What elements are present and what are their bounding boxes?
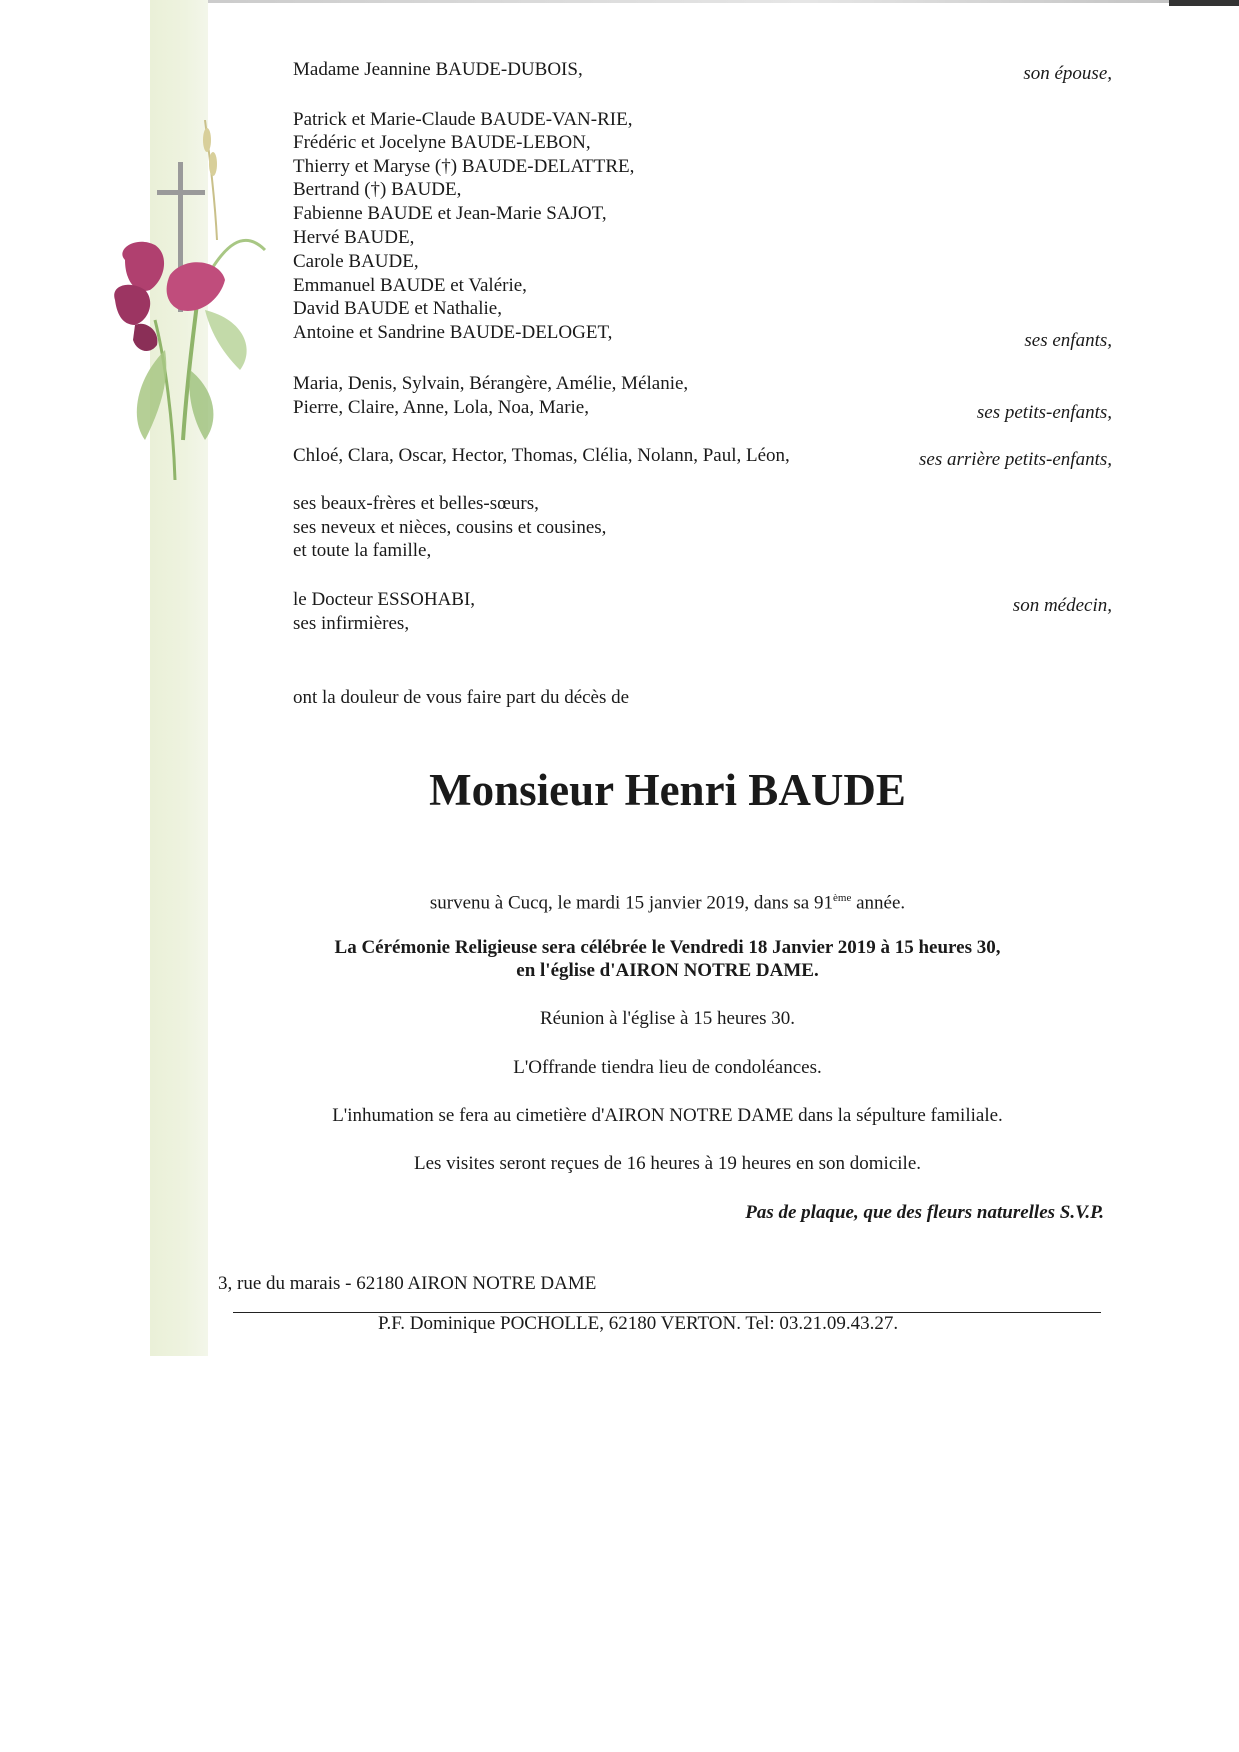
funeral-home-line: P.F. Dominique POCHOLLE, 62180 VERTON. Tel: 03.21.09.43.27.	[378, 1313, 899, 1334]
church-line: en l'église d'AIRON NOTRE DAME.	[516, 960, 819, 981]
child-line: Hervé BAUDE,	[293, 227, 415, 248]
doctor-role: son médecin,	[1012, 595, 1112, 616]
child-line: Carole BAUDE,	[293, 251, 419, 272]
death-details	[200, 886, 1135, 915]
announcement-line: ont la douleur de vous faire part du décès de	[293, 687, 630, 708]
nurses-line: ses infirmières,	[293, 613, 410, 634]
grandchildren-role: ses petits-enfants,	[976, 402, 1112, 423]
ceremony-line: La Cérémonie Religieuse sera célébrée le Vendredi 18 Janvier 2019 à 15 heures 30,	[334, 937, 1001, 958]
family-address: 3, rue du marais - 62180 AIRON NOTRE DAME	[218, 1273, 597, 1294]
visits-line: Les visites seront reçues de 16 heures à 19 heures en son domicile.	[413, 1153, 922, 1174]
death-details-end: année.	[851, 892, 906, 914]
child-line: Frédéric et Jocelyne BAUDE-LEBON,	[293, 132, 591, 153]
child-line: David BAUDE et Nathalie,	[293, 298, 502, 319]
offering-line: L'Offrande tiendra lieu de condoléances.	[513, 1057, 822, 1078]
spouse-role: son épouse,	[1023, 63, 1112, 84]
burial-line: L'inhumation se fera au cimetière d'AIRON NOTRE DAME dans la sépulture familiale.	[332, 1105, 1003, 1126]
ordinal-suffix: ème	[833, 892, 852, 904]
children-role: ses enfants,	[1024, 330, 1112, 351]
extended-family-line: ses beaux-frères et belles-sœurs,	[293, 493, 539, 514]
deceased-name: Monsieur Henri BAUDE	[429, 765, 906, 815]
great-grandchildren-line: Chloé, Clara, Oscar, Hector, Thomas, Clélia, Nolann, Paul, Léon,	[293, 445, 790, 466]
doctor-line: le Docteur ESSOHABI,	[293, 589, 476, 610]
extended-family-line: ses neveux et nièces, cousins et cousines,	[293, 517, 607, 538]
meeting-line: Réunion à l'église à 15 heures 30.	[539, 1008, 796, 1029]
grandchildren-line: Maria, Denis, Sylvain, Bérangère, Amélie, Mélanie,	[293, 373, 689, 394]
extended-family-line: et toute la famille,	[293, 540, 432, 561]
flowers-note: Pas de plaque, que des fleurs naturelles S.V.P.	[745, 1202, 1104, 1223]
calla-lily-illustration	[105, 120, 285, 480]
child-line: Fabienne BAUDE et Jean-Marie SAJOT,	[293, 203, 607, 224]
child-line: Antoine et Sandrine BAUDE-DELOGET,	[293, 322, 613, 343]
death-details-text: survenu à Cucq, le mardi 15 janvier 2019, dans sa 91	[429, 892, 833, 914]
child-line: Emmanuel BAUDE et Valérie,	[293, 275, 527, 296]
scan-corner-mark	[1169, 0, 1239, 6]
child-line: Patrick et Marie-Claude BAUDE-VAN-RIE,	[293, 109, 633, 130]
child-line: Bertrand (†) BAUDE,	[293, 179, 462, 200]
great-grandchildren-role: ses arrière petits-enfants,	[919, 449, 1112, 470]
spouse-name: Madame Jeannine BAUDE-DUBOIS,	[293, 59, 583, 80]
scan-edge	[150, 0, 1239, 3]
child-line: Thierry et Maryse (†) BAUDE-DELATTRE,	[293, 156, 635, 177]
grandchildren-line: Pierre, Claire, Anne, Lola, Noa, Marie,	[293, 397, 589, 418]
